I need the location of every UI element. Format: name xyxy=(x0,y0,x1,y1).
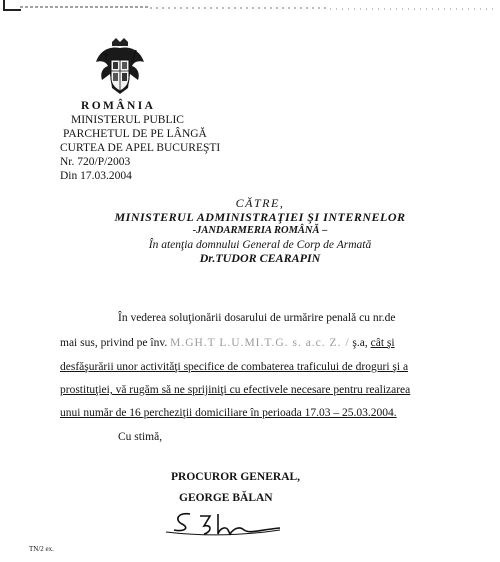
header-ministry: MINISTERUL PUBLIC xyxy=(71,114,184,126)
body-line-1: În vederea soluţionării dosarului de urmărire penală cu nr.de xyxy=(118,312,396,324)
header-number: Nr. 720/P/2003 xyxy=(60,156,131,168)
addressee-ministry: MINISTERUL ADMINISTRAŢIEI ŞI INTERNELOR xyxy=(114,210,406,224)
signatory-title: PROCUROR GENERAL, xyxy=(171,471,301,483)
header-court: CURTEA DE APEL BUCUREŞTI xyxy=(60,142,221,154)
header-country: ROMÂNIA xyxy=(81,100,156,112)
body-line-2 xyxy=(60,336,395,350)
addressee-unit: -JANDARMERIA ROMÂNĂ – xyxy=(192,225,328,236)
body-line-5: unui număr de 16 percheziţii domiciliare în perioada 17.03 – 25.03.2004. xyxy=(60,407,397,419)
redacted-names: M.GH.T L.U.MI.T.G. s. a.c. Z. / xyxy=(170,337,350,349)
body-line-3: desfăşurării unor activităţi specifice de combaterea traficului de droguri şi a xyxy=(60,361,409,373)
addressee-to: CĂTRE, xyxy=(235,196,285,210)
scan-dashes xyxy=(0,0,500,14)
body-line-2-mid: ş.a, xyxy=(352,337,371,349)
body-line-4: prostituţiei, vă rugăm să ne sprijiniţi cu efectivele necesare pentru realizarea xyxy=(60,384,411,396)
header-office: PARCHETUL DE PE LÂNGĂ xyxy=(63,128,207,140)
body-line-2-start: mai sus, privind pe înv. xyxy=(60,337,168,349)
body-line-2-end: cât şi xyxy=(370,337,395,349)
handwritten-signature xyxy=(160,500,300,540)
signatory-name: GEORGE BĂLAN xyxy=(179,492,273,504)
footer-note: TN/2 ex. xyxy=(29,545,54,553)
coat-of-arms-icon xyxy=(92,38,148,102)
addressee-attention: În atenţia domnului General de Corp de Armată xyxy=(148,239,372,251)
closing-salutation: Cu stimă, xyxy=(118,431,163,443)
scan-artifact-top xyxy=(0,0,500,14)
addressee-person: Dr.TUDOR CEARAPIN xyxy=(199,251,321,265)
header-date: Din 17.03.2004 xyxy=(60,170,132,182)
